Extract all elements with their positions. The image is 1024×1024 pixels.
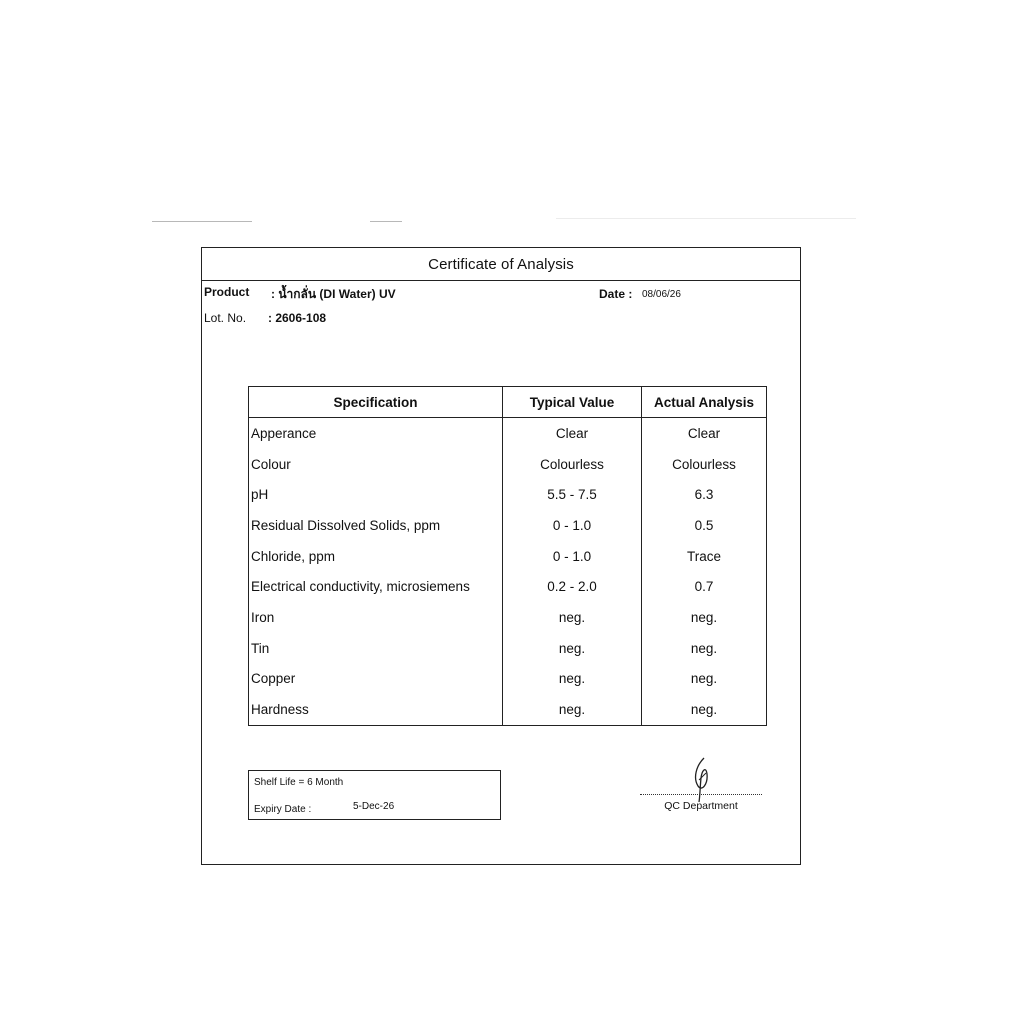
typical-cell: 0.2 - 2.0 (503, 571, 642, 602)
table-row (249, 664, 767, 695)
spec-cell: Chloride, ppm (249, 541, 503, 572)
scan-artifact-line (556, 218, 856, 219)
spec-cell: Iron (249, 602, 503, 633)
product-label: Product (204, 285, 250, 299)
table-row (249, 571, 767, 602)
table-header-row (249, 387, 767, 418)
certificate-frame (201, 247, 801, 865)
lot-value: : 2606-108 (268, 311, 327, 325)
expiry-date-value: 5-Dec-26 (353, 801, 395, 812)
spec-cell: Colour (249, 449, 503, 480)
spec-cell: Residual Dissolved Solids, ppm (249, 510, 503, 541)
spec-cell: Electrical conductivity, microsiemens (249, 571, 503, 602)
date-label: Date : (599, 287, 633, 301)
header-typical-value: Typical Value (503, 387, 642, 418)
spec-cell: Copper (249, 664, 503, 695)
actual-cell: neg. (642, 664, 767, 695)
qc-department-label: QC Department (664, 800, 738, 812)
typical-cell: neg. (503, 694, 642, 725)
signature-line (640, 794, 762, 795)
actual-cell: Trace (642, 541, 767, 572)
shelf-life-box (248, 770, 501, 820)
table-row (249, 449, 767, 480)
typical-cell: 0 - 1.0 (503, 541, 642, 572)
typical-cell: neg. (503, 602, 642, 633)
actual-cell: neg. (642, 694, 767, 725)
header-actual-analysis: Actual Analysis (642, 387, 767, 418)
actual-cell: 6.3 (642, 479, 767, 510)
scan-artifact-line (370, 221, 402, 222)
table-row (249, 602, 767, 633)
analysis-table (248, 386, 767, 726)
typical-cell: neg. (503, 664, 642, 695)
lot-label: Lot. No. (204, 311, 247, 325)
spec-cell: Hardness (249, 694, 503, 725)
spec-cell: Tin (249, 633, 503, 664)
typical-cell: 0 - 1.0 (503, 510, 642, 541)
header-specification: Specification (249, 387, 503, 418)
table-row (249, 541, 767, 572)
shelf-life-text: Shelf Life = 6 Month (254, 777, 344, 788)
signature-icon (690, 756, 714, 804)
actual-cell: Clear (642, 418, 767, 449)
table-row (249, 479, 767, 510)
spec-cell: Apperance (249, 418, 503, 449)
actual-cell: Colourless (642, 449, 767, 480)
product-value: : น้ำกลั่น (DI Water) UV (271, 287, 396, 301)
date-value: 08/06/26 (642, 289, 681, 300)
scan-artifact-line (152, 221, 252, 222)
typical-cell: 5.5 - 7.5 (503, 479, 642, 510)
spec-cell: pH (249, 479, 503, 510)
certificate-title: Certificate of Analysis (202, 248, 800, 281)
table-row (249, 510, 767, 541)
actual-cell: neg. (642, 602, 767, 633)
typical-cell: Clear (503, 418, 642, 449)
actual-cell: 0.5 (642, 510, 767, 541)
typical-cell: neg. (503, 633, 642, 664)
actual-cell: 0.7 (642, 571, 767, 602)
table-row (249, 418, 767, 449)
table-row (249, 633, 767, 664)
actual-cell: neg. (642, 633, 767, 664)
typical-cell: Colourless (503, 449, 642, 480)
table-row (249, 694, 767, 725)
expiry-date-label: Expiry Date : (254, 804, 312, 815)
